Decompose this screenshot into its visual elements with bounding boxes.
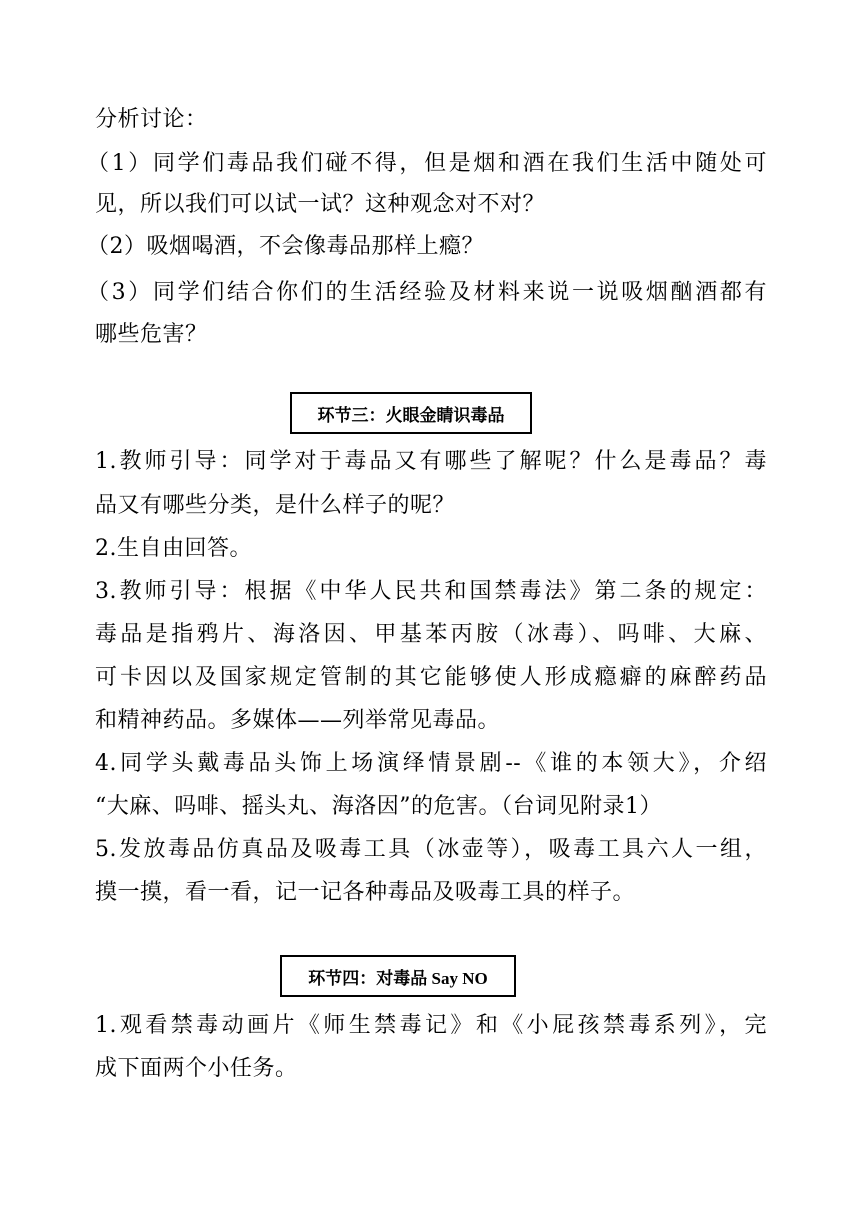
section-3-item-line: 毒品是指鸦片、海洛因、甲基苯丙胺（冰毒）、吗啡、大麻、	[95, 622, 767, 647]
section-3-item-line: 可卡因以及国家规定管制的其它能够使人形成瘾癖的麻醉药品	[95, 665, 767, 690]
section-3-item-line: 5.发放毒品仿真品及吸毒工具（冰壶等），吸毒工具六人一组，	[95, 837, 767, 862]
section-4-item-line: 1.观看禁毒动画片《师生禁毒记》和《小屁孩禁毒系列》，完	[95, 1013, 767, 1038]
discussion-question-1-line-2: 见，所以我们可以试一试？这种观念对不对？	[95, 192, 546, 217]
section-3-item-line: 摸一摸，看一看，记一记各种毒品及吸毒工具的样子。	[95, 880, 636, 905]
section-3-item-line: 和精神药品。多媒体——列举常见毒品。	[95, 708, 501, 733]
discussion-question-2: （2）吸烟喝酒，不会像毒品那样上瘾？	[87, 234, 484, 259]
discussion-title: 分析讨论：	[95, 107, 208, 132]
discussion-question-1-line-1: （1）同学们毒品我们碰不得，但是烟和酒在我们生活中随处可	[87, 151, 767, 176]
section-3-item-line: 3.教师引导：根据《中华人民共和国禁毒法》第二条的规定：	[95, 579, 767, 604]
section-3-item-line: “大麻、吗啡、摇头丸、海洛因”的危害。（台词见附录1）	[95, 794, 662, 819]
section-4-item-line: 成下面两个小任务。	[95, 1056, 298, 1081]
section-3-item-line: 2.生自由回答。	[95, 536, 252, 561]
section-3-item-line: 1.教师引导：同学对于毒品又有哪些了解呢？什么是毒品？毒	[95, 449, 767, 474]
section-3-item-line: 品又有哪些分类，是什么样子的呢？	[95, 493, 456, 518]
discussion-question-3-line-1: （3）同学们结合你们的生活经验及材料来说一说吸烟酗酒都有	[87, 280, 767, 305]
section-4-heading: 环节四：对毒品 Say NO	[280, 955, 516, 997]
section-3-heading: 环节三：火眼金睛识毒品	[290, 392, 532, 434]
discussion-question-3-line-2: 哪些危害？	[95, 322, 208, 347]
section-3-item-line: 4.同学头戴毒品头饰上场演绎情景剧--《谁的本领大》，介绍	[95, 751, 767, 776]
